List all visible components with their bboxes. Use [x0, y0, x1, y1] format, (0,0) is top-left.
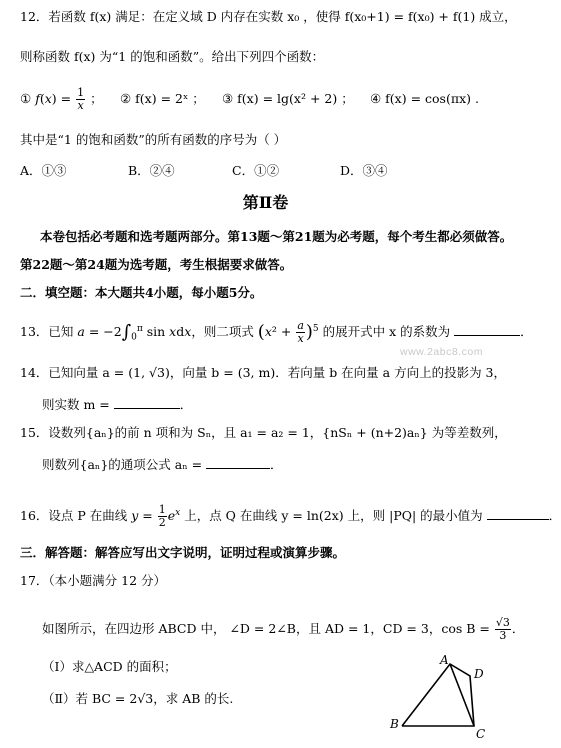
q12-line2: 则称函数 f(x) 为“1 的饱和函数”。给出下列四个函数：: [20, 49, 325, 64]
q15-line2-text: 则数列{aₙ}的通项公式 aₙ =: [42, 457, 203, 472]
q16-answer-blank: [487, 507, 549, 520]
q16-middle: 上，点 Q 在曲线 y = ln(2x) 上，则 |PQ| 的最小值为: [184, 508, 483, 524]
diagonal-ac: [450, 664, 474, 726]
q13-tail: 的展开式中 x 的系数为: [322, 324, 451, 340]
q17-body-line: 如图所示，在四边形 ABCD 中， ∠D = 2∠B，且 AD = 1，CD = 3，cos B = $\frac{√3}{3}$ ．: [42, 616, 525, 642]
vertex-d-label: D: [474, 667, 484, 681]
quadrilateral-figure: [388, 650, 498, 742]
q17-body: 如图所示，在四边形 ABCD 中， ∠D = 2∠B，且 AD = 1，CD = 3，cos B =: [42, 621, 490, 636]
q12-line1: 12．若函数 f(x) 满足：在定义域 D 内存在实数 x₀ ，使得 f(x₀+1) = f(x₀) + f(1) 成立，: [20, 9, 517, 24]
q14-line2: 则实数 m = ．: [42, 397, 193, 412]
q15-line1: 15．设数列{aₙ}的前 n 项和为 Sₙ，且 a₁ = a₂ = 1，{nSₙ + (n+2)aₙ} 为等差数列，: [20, 425, 507, 440]
part2-heading: 二．填空题：本大题共4小题，每小题5分。: [20, 285, 263, 300]
q12-func4: ④ f(x) = cos(πx) .: [370, 91, 479, 106]
q17-sub2: （Ⅱ）若 BC = 2√3，求 AB 的长.: [42, 691, 234, 706]
q12-option-d: D．③④: [340, 163, 388, 178]
vertex-b-label: B: [390, 717, 399, 731]
q14-answer-blank: [114, 396, 180, 409]
q12-func2: ② f(x) = 2ˣ ；: [120, 91, 205, 106]
q12-func1: ① f(x) = $\frac{1}{x}$ ；: [20, 86, 103, 112]
fraction-sqrt3-over-3: $\frac{√3}{3}$: [495, 616, 510, 642]
q13-answer-blank: [454, 323, 520, 336]
q14-line1: 14．已知向量 a = (1, √3)，向量 b = (3, m)．若向量 b 在向量 a 方向上的投影为 3，: [20, 365, 506, 380]
q12-option-b: B．②④: [128, 163, 175, 178]
section-intro-line1: 本卷包括必考题和选考题两部分。第13题～第21题为必考题，每个考生都必须做答。: [40, 229, 513, 244]
q16-line: 16．设点 P 在曲线 y = $\frac{1}{2}$ $e^x$ 上，点 Q 在曲线 y = ln(2x) 上，则 |PQ| 的最小值为 ．: [20, 503, 561, 530]
fraction-1-over-x: $\frac{1}{x}$: [77, 86, 85, 112]
q15-line2: 则数列{aₙ}的通项公式 aₙ = ．: [42, 457, 283, 472]
fraction-1-over-2: $\frac{1}{2}$: [158, 503, 166, 530]
q13-prefix: 13．已知: [20, 324, 74, 340]
q12-func1-label: ①: [20, 91, 32, 106]
section-title: 第Ⅱ卷: [242, 193, 289, 212]
section-intro-line2: 第22题～第24题为选考题，考生根据要求做答。: [20, 257, 293, 272]
vertex-a-label: A: [440, 653, 449, 667]
q15-answer-blank: [206, 456, 270, 469]
part3-heading: 三．解答题：解答应写出文字说明，证明过程或演算步骤。: [20, 545, 346, 560]
watermark: www.2abc8.com: [400, 346, 483, 358]
q13-line: 13．已知 $a = -2\int_0^\pi$ sin xdx，则二项式 (x² + $\frac{a}{x}$ )$^5$ 的展开式中 x 的系数为 ．: [20, 319, 533, 346]
fraction-a-over-x: $\frac{a}{x}$: [297, 319, 304, 346]
q16-prefix: 16．设点 P 在曲线: [20, 508, 128, 524]
vertex-c-label: C: [476, 727, 486, 741]
q12-question: 其中是“1 的饱和函数”的所有函数的序号为（ ）: [20, 132, 287, 147]
quadrilateral-outline: [402, 664, 474, 726]
q12-option-a: A．①③: [20, 163, 67, 178]
q14-line2-text: 则实数 m =: [42, 397, 110, 412]
q12-option-c: C．①②: [232, 163, 280, 178]
q12-func3: ③ f(x) = lg(x² + 2) ；: [222, 91, 354, 106]
q17-sub1: （Ⅰ）求△ACD 的面积；: [42, 659, 177, 674]
q17-header: 17．（本小题满分 12 分）: [20, 573, 167, 588]
